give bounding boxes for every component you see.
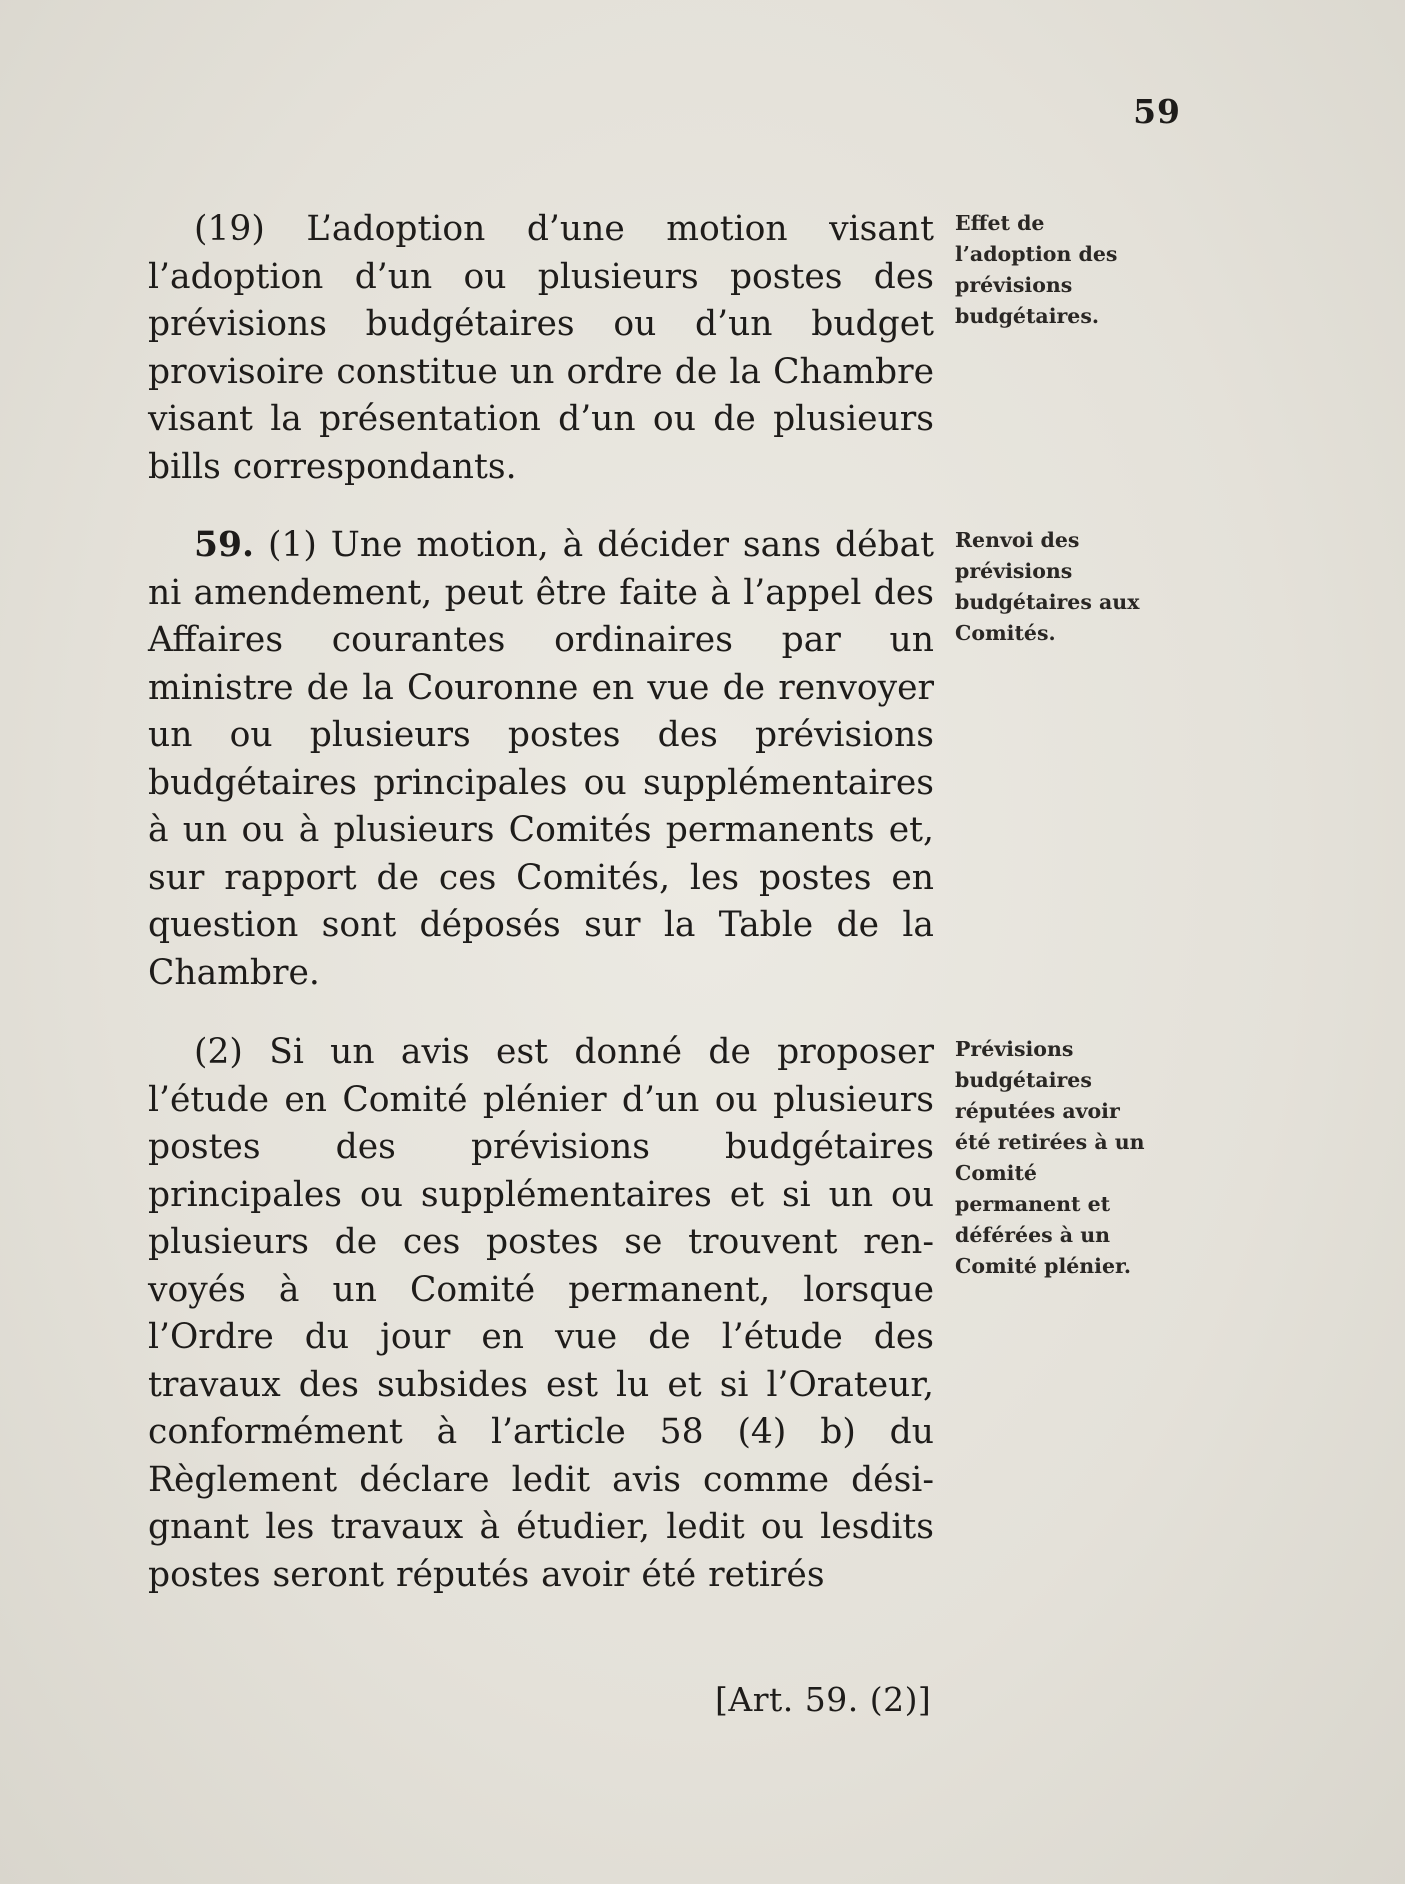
paragraph-59-1 (148, 522, 934, 997)
article-number: 59. (194, 525, 255, 565)
margin-note-59-1-text: Renvoi des prévisions budgétaires aux Comités. (955, 528, 1140, 645)
paragraph-59-2-text: Si un avis est donné de proposer l’étude en Comité plénier d’un ou plusieurs postes des prévisions budgétaires principales ou supplémentaires et si un ou plusieurs de ces postes se trouvent renvoyés à un Comité permanent, lorsque l’Ordre du jour en vue de l’étude des travaux des subsides est lu et si l’Orateur, conformément à l’article 58 (4) b) du Règlement déclare ledit avis comme désignant les travaux à étudier, ledit ou lesdits postes seront réputés avoir été retirés (148, 1032, 934, 1595)
paragraph-59-2 (148, 1029, 934, 1599)
paragraph-19 (148, 206, 934, 491)
paragraph-19-number: (19) (194, 209, 265, 249)
paragraph-59-1-text: Une motion, à décider sans débat ni amendement, peut être faite à l’appel des Affaires courantes ordinaires par un ministre de la Couronne en vue de renvoyer un ou plusieurs postes des prévisions budgétaires principales ou supplémentaires à un ou à plusieurs Comités permanents et, sur rapport de ces Comités, les postes en question sont déposés sur la Table de la Chambre. (148, 525, 935, 993)
paragraph-19-text: L’adoption d’une motion visant l’adoption d’un ou plusieurs postes des prévisions budgétaires ou d’un budget provisoire constitue un ordre de la Chambre visant la présentation d’un ou de plusieurs bills correspondants. (148, 209, 934, 487)
margin-note-59-2-text: Prévisions budgétaires réputées avoir été retirées à un Comité permanent et déférées à un Comité plénier. (955, 1037, 1145, 1278)
page-number: 59 (1133, 92, 1181, 131)
footer-reference: [Art. 59. (2)] (715, 1680, 932, 1719)
margin-note-59-1 (955, 525, 1139, 649)
margin-note-19-text: Effet de l’adoption des prévisions budgétaires. (955, 211, 1118, 328)
margin-note-19 (955, 208, 1117, 332)
margin-note-59-2 (955, 1034, 1145, 1282)
paragraph-59-1-number: (1) (267, 525, 317, 565)
paragraph-59-2-number: (2) (194, 1032, 243, 1072)
